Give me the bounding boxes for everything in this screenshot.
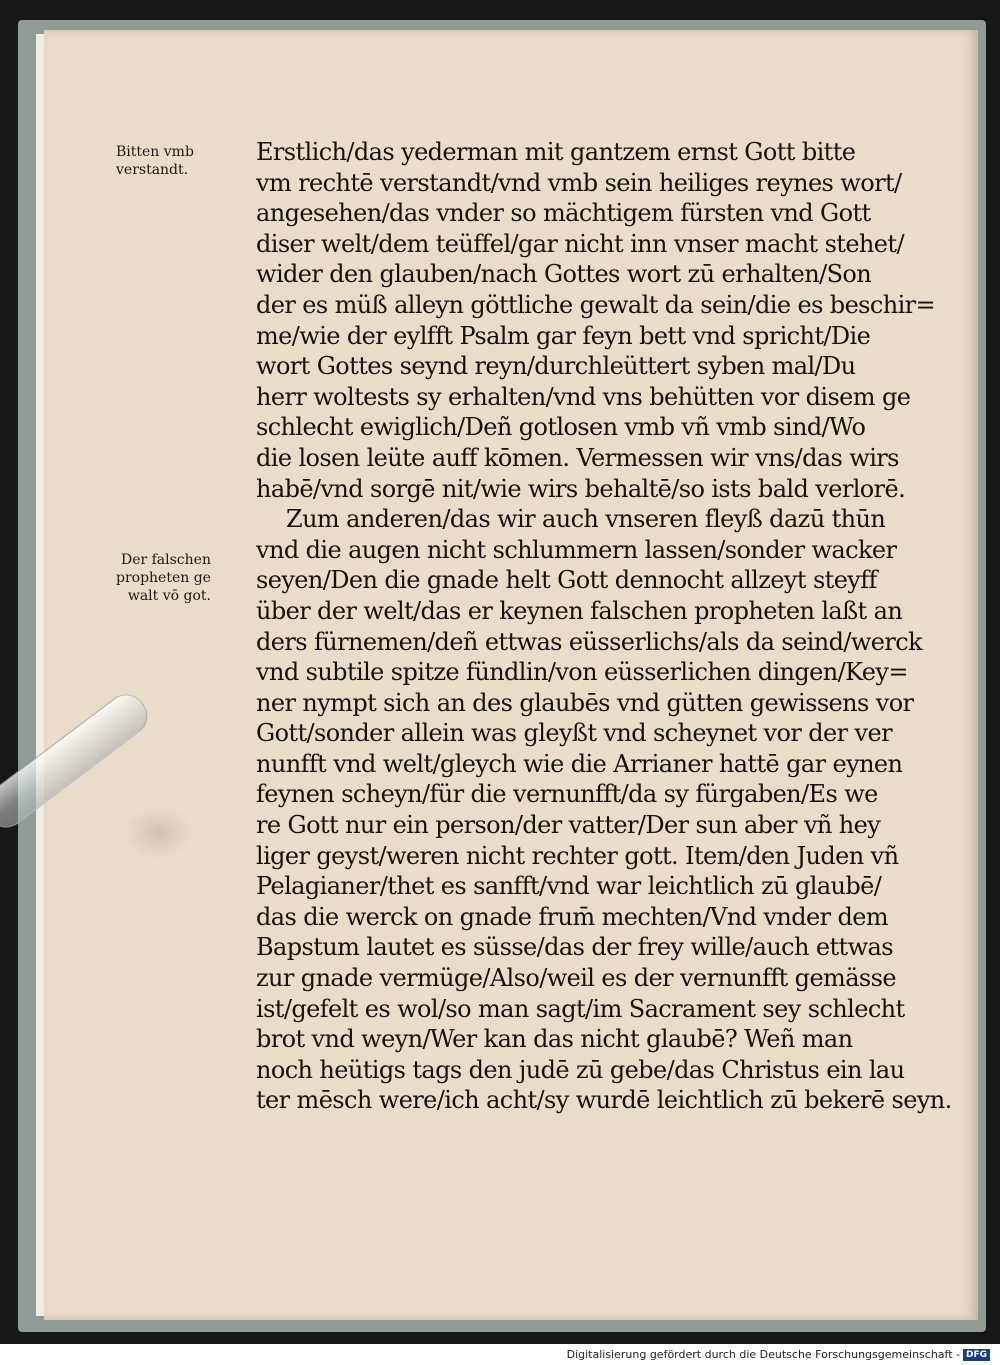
text-line: herr woltests sy erhalten/vnd vns behütten vor disem ge bbox=[256, 382, 911, 411]
text-line: vnd subtile spitze fündlin/von eüsserlichen dingen/Key= bbox=[256, 658, 908, 687]
text-line: Gott/sonder allein was gleyßt vnd scheynet vor der ver bbox=[256, 719, 892, 748]
main-text-block bbox=[256, 137, 952, 1116]
text-line: habē/vnd sorgē nit/wie wirs behaltē/so ists bald verlorē. bbox=[256, 474, 906, 503]
margin-note-line: Bitten vmb bbox=[116, 144, 194, 160]
text-line: ner nympt sich an des glaubēs vnd gütten gewissens vor bbox=[256, 688, 914, 717]
text-line: Pelagianer/thet es sanfft/vnd war leichtlich zū glaubē/ bbox=[256, 872, 882, 901]
text-line: über der welt/das er keynen falschen propheten laßt an bbox=[256, 596, 903, 625]
text-line: vm rechtē verstandt/vnd vmb sein heiliges reynes wort/ bbox=[256, 168, 902, 197]
text-line: das die werck on gnade frum̄ mechten/Vnd vnder dem bbox=[256, 902, 889, 931]
dfg-logo: DFG bbox=[963, 1349, 990, 1361]
text-line: liger geyst/weren nicht rechter gott. Item/den Juden vñ bbox=[256, 841, 899, 870]
text-line: der es müß alleyn göttliche gewalt da sein/die es beschir= bbox=[256, 290, 936, 319]
margin-note-line: verstandt. bbox=[116, 162, 189, 178]
margin-note-bitten bbox=[116, 143, 194, 179]
text-line: me/wie der eylfft Psalm gar feyn bett vnd spricht/Die bbox=[256, 321, 871, 350]
text-line: ist/gefelt es wol/so man sagt/im Sacrament sey schlecht bbox=[256, 994, 905, 1023]
text-line: brot vnd weyn/Wer kan das nicht glaubē? Weñ man bbox=[256, 1025, 853, 1054]
text-line: vnd die augen nicht schlummern lassen/sonder wacker bbox=[256, 535, 897, 564]
footer-credit bbox=[567, 1348, 990, 1361]
text-line: re Gott nur ein person/der vatter/Der sun aber vñ hey bbox=[256, 811, 881, 840]
text-line: wider den glauben/nach Gottes wort zū erhalten/Son bbox=[256, 260, 872, 289]
margin-note-line: walt vō got. bbox=[127, 588, 211, 604]
text-line: ders fürnemen/deñ ettwas eüsserlichs/als da seind/werck bbox=[256, 627, 923, 656]
text-line: seyen/Den die gnade helt Gott dennocht allzeyt steyff bbox=[256, 566, 877, 595]
margin-note-line: Der falschen bbox=[120, 552, 211, 568]
margin-note-propheten bbox=[116, 551, 211, 605]
text-line: nunfft vnd welt/gleych wie die Arrianer hattē gar eynen bbox=[256, 749, 903, 778]
text-line: Bapstum lautet es süsse/das der frey wille/auch ettwas bbox=[256, 933, 893, 962]
text-line: Erstlich/das yederman mit gantzem ernst Gott bitte bbox=[256, 138, 856, 166]
margin-note-line: propheten ge bbox=[116, 570, 211, 586]
text-line: feynen scheyn/für die vernunfft/da sy fürgaben/Es we bbox=[256, 780, 878, 809]
text-line: diser welt/dem teüffel/gar nicht inn vnser macht stehet/ bbox=[256, 229, 904, 258]
text-line: Zum anderen/das wir auch vnseren fleyß dazū thūn bbox=[286, 505, 886, 534]
text-line: angesehen/das vnder so mächtigem fürsten vnd Gott bbox=[256, 199, 871, 228]
text-line: zur gnade vermüge/Also/weil es der vernunfft gemässe bbox=[256, 964, 896, 993]
text-line: schlecht ewiglich/Deñ gotlosen vmb vñ vmb sind/Wo bbox=[256, 413, 866, 442]
text-line: ter mēsch were/ich acht/sy wurdē leichtlich zū bekerē seyn. bbox=[256, 1086, 952, 1115]
footer-text: Digitalisierung gefördert durch die Deutsche Forschungsgemeinschaft - bbox=[566, 1348, 960, 1361]
text-line: noch heütigs tags den judē zū gebe/das Christus ein lau bbox=[256, 1055, 905, 1084]
text-line: wort Gottes seynd reyn/durchleüttert syben mal/Du bbox=[256, 352, 856, 381]
page-stain bbox=[124, 805, 194, 860]
text-line: die losen leüte auff kōmen. Vermessen wir vns/das wirs bbox=[256, 443, 899, 472]
